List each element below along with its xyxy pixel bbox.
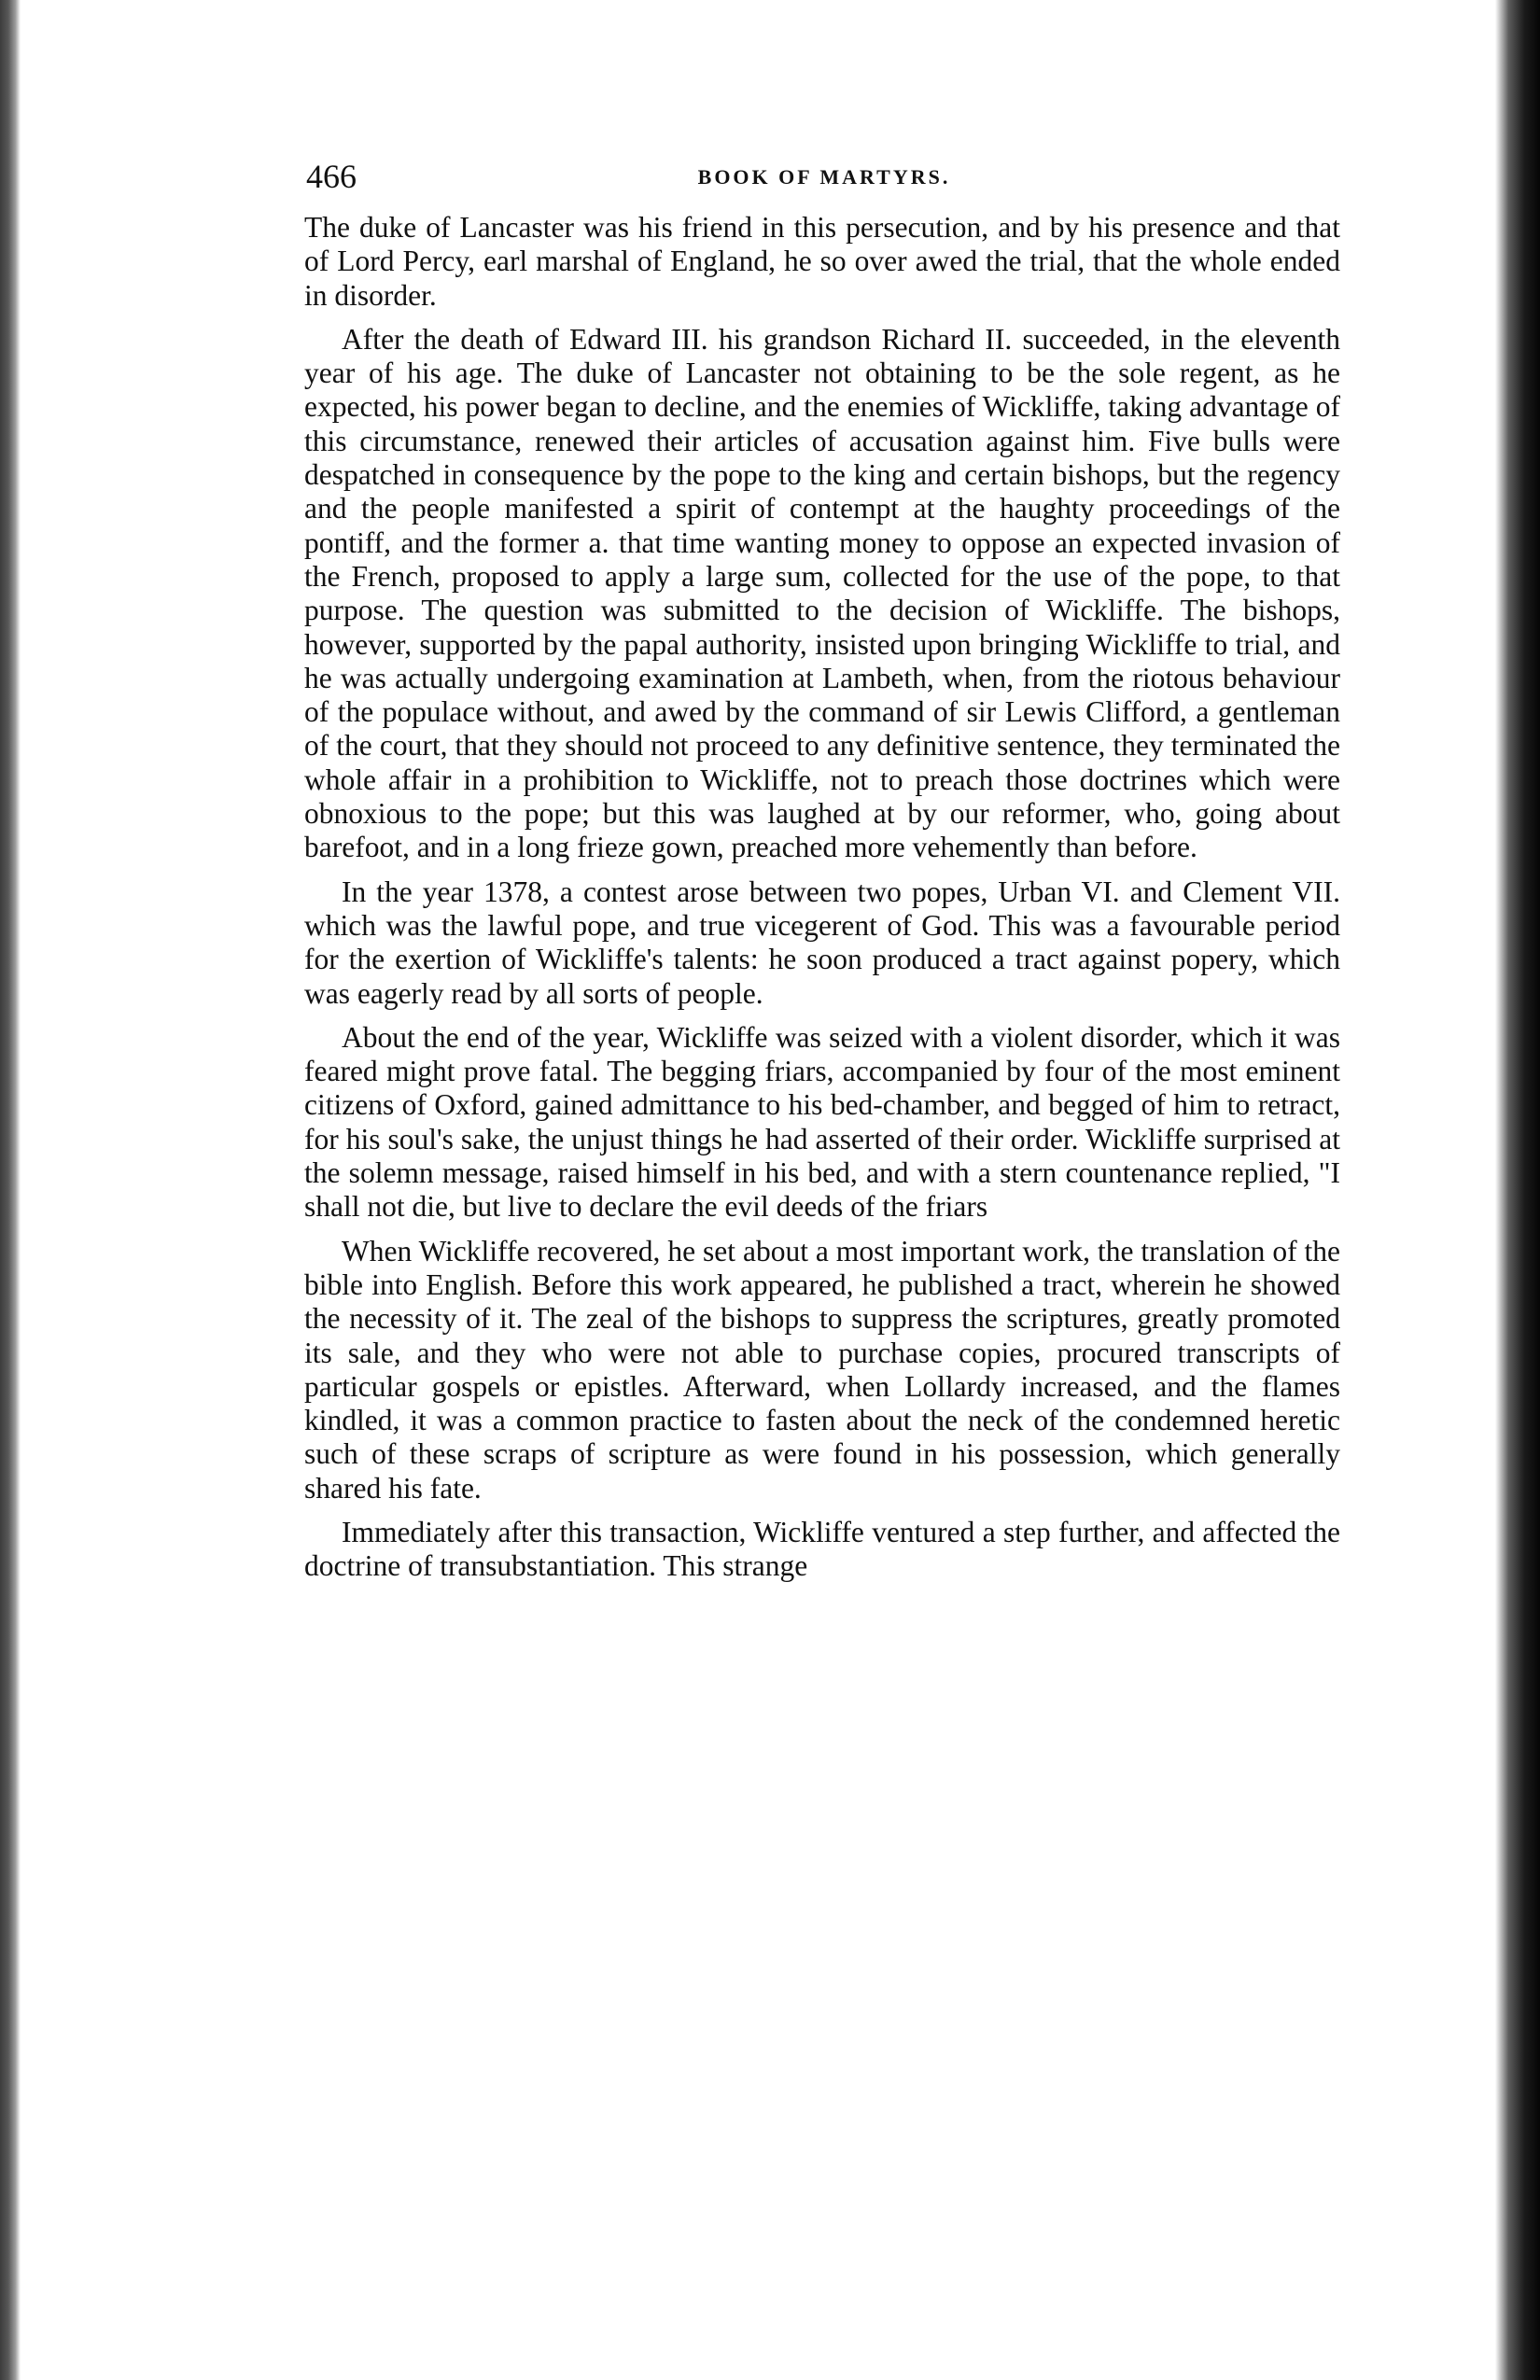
left-binding-shadow [0,0,21,2380]
running-title: BOOK OF MARTYRS. [697,165,951,189]
body-text [304,211,1340,1594]
paragraph: Immediately after this transaction, Wickliffe ventured a step further, and affected the doctrine of transubstantiation. This strange [304,1515,1340,1583]
right-binding-shadow [1495,0,1540,2380]
page-number: 466 [306,158,357,195]
paragraph: About the end of the year, Wickliffe was seized with a violent disorder, which it was feared might prove fatal. The begging friars, accompanied by four of the most eminent citizens of Oxford, gained admittance to his bed-chamber, and begged of him to retract, for his soul's sake, the unjust things he had asserted of their order. Wickliffe surprised at the solemn message, raised himself in his bed, and with a stern countenance replied, "I shall not die, but live to declare the evil deeds of the friars [304,1020,1340,1224]
page-header [306,157,1342,203]
paragraph: In the year 1378, a contest arose between two popes, Urban VI. and Clement VII. which was the lawful pope, and true vicegerent of God. This was a favourable period for the exertion of Wickliffe's talents: he soon produced a tract against popery, which was eagerly read by all sorts of people. [304,875,1340,1010]
paragraph: When Wickliffe recovered, he set about a most important work, the translation of the bible into English. Before this work appeared, he published a tract, wherein he showed the necessity of it. The zeal of the bishops to suppress the scriptures, greatly promoted its sale, and they who were not able to purchase copies, procured transcripts of particular gospels or epistles. Afterward, when Lollardy increased, and the flames kindled, it was a common practice to fasten about the neck of the condemned heretic such of these scraps of scripture as were found in his possession, which generally shared his fate. [304,1234,1340,1505]
paragraph: The duke of Lancaster was his friend in this persecution, and by his presence and that of Lord Percy, earl marshal of England, he so over awed the trial, that the whole ended in disorder. [304,211,1340,312]
paragraph: After the death of Edward III. his grandson Richard II. succeeded, in the eleventh year of his age. The duke of Lancaster not obtaining to be the sole regent, as he expected, his power began to decline, and the enemies of Wickliffe, taking advantage of this circumstance, renewed their articles of accusation against him. Five bulls were despatched in consequence by the pope to the king and certain bishops, but the regency and the people manifested a spirit of contempt at the haughty proceedings of the pontiff, and the former a. that time wanting money to oppose an expected invasion of the French, proposed to apply a large sum, collected for the use of the pope, to that purpose. The question was submitted to the decision of Wickliffe. The bishops, however, supported by the papal authority, insisted upon bringing Wickliffe to trial, and he was actually undergoing examination at Lambeth, when, from the riotous behaviour of the populace without, and awed by the command of sir Lewis Clifford, a gentleman of the court, that they should not proceed to any definitive sentence, they terminated the whole affair in a prohibition to Wickliffe, not to preach those doctrines which were obnoxious to the pope; but this was laughed at by our reformer, who, going about barefoot, and in a long frieze gown, preached more vehemently than before. [304,322,1340,864]
